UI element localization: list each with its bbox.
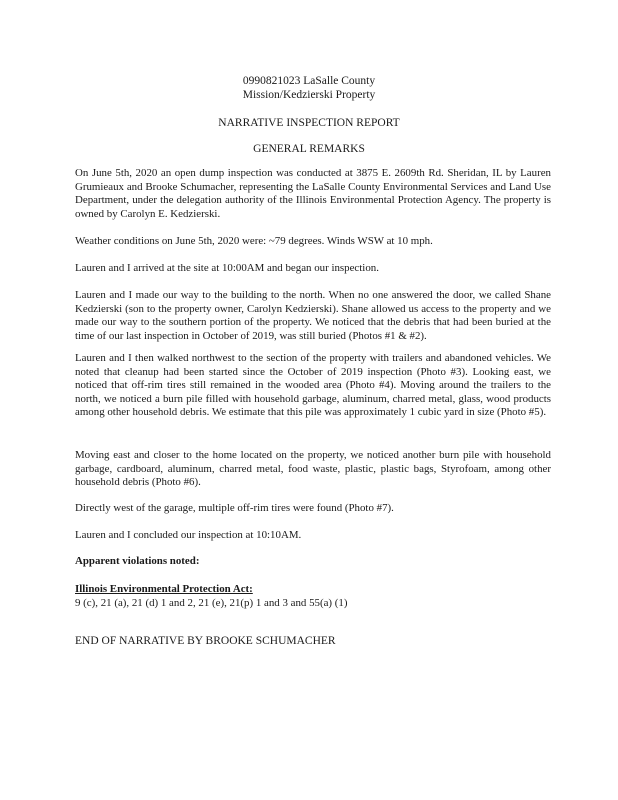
paragraph-conclusion: Lauren and I concluded our inspection at 10:10AM. xyxy=(75,529,302,541)
paragraph-inspection-intro: On June 5th, 2020 an open dump inspection was conducted at 3875 E. 2609th Rd. Sheridan, IL by Lauren Grumieaux and Brooke Schumacher, representing the LaSalle County Environmental Services and Land Use Department, under the delegation authority of the Illinois Environmental Protection Agency. The property is owned by Carolyn E. Kedzierski. xyxy=(75,167,551,220)
section-title: GENERAL REMARKS xyxy=(253,143,365,155)
paragraph-arrival: Lauren and I arrived at the site at 10:00AM and began our inspection. xyxy=(75,262,379,274)
violations-heading: Apparent violations noted: xyxy=(75,555,200,567)
parcel-county-line: 0990821023 LaSalle County xyxy=(242,75,376,87)
act-title: Illinois Environmental Protection Act: xyxy=(75,583,253,595)
paragraph-east-burn-pile: Moving east and closer to the home located on the property, we noticed another burn pile with household garbage, cardboard, aluminum, charred metal, food waste, plastic, plastic bags, Styrofoam, among other household debris (Photo #6). xyxy=(75,449,551,489)
paragraph-northwest-section: Lauren and I then walked northwest to the section of the property with trailers and abandoned vehicles. We noted that cleanup had been started since the October of 2019 inspection (Photo #3). Looking east, we noticed that off-rim tires still remained in the wooded area (Photo #4). Moving around the trailers to the north, we noticed a burn pile filled with household garbage, aluminum, charred metal, glass, wood products among other household debris. We estimate that this pile was approximately 1 cubic yard in size (Photo #5). xyxy=(75,352,551,419)
paragraph-weather: Weather conditions on June 5th, 2020 were: ~79 degrees. Winds WSW at 10 mph. xyxy=(75,235,433,247)
property-name-line: Mission/Kedzierski Property xyxy=(242,89,376,101)
act-sections: 9 (c), 21 (a), 21 (d) 1 and 2, 21 (e), 21(p) 1 and 3 and 55(a) (1) xyxy=(75,597,348,609)
end-of-narrative: END OF NARRATIVE BY BROOKE SCHUMACHER xyxy=(75,635,336,647)
report-title: NARRATIVE INSPECTION REPORT xyxy=(218,117,400,129)
paragraph-north-building: Lauren and I made our way to the building to the north. When no one answered the door, we called Shane Kedzierski (son to the property owner, Carolyn Kedzierski). Shane allowed us access to the property and we made our way to the southern portion of the property. We noticed that the debris that had been buried at the time of our last inspection in October of 2019, was still buried (Photos #1 & #2). xyxy=(75,289,551,342)
paragraph-garage-tires: Directly west of the garage, multiple off-rim tires were found (Photo #7). xyxy=(75,502,394,514)
